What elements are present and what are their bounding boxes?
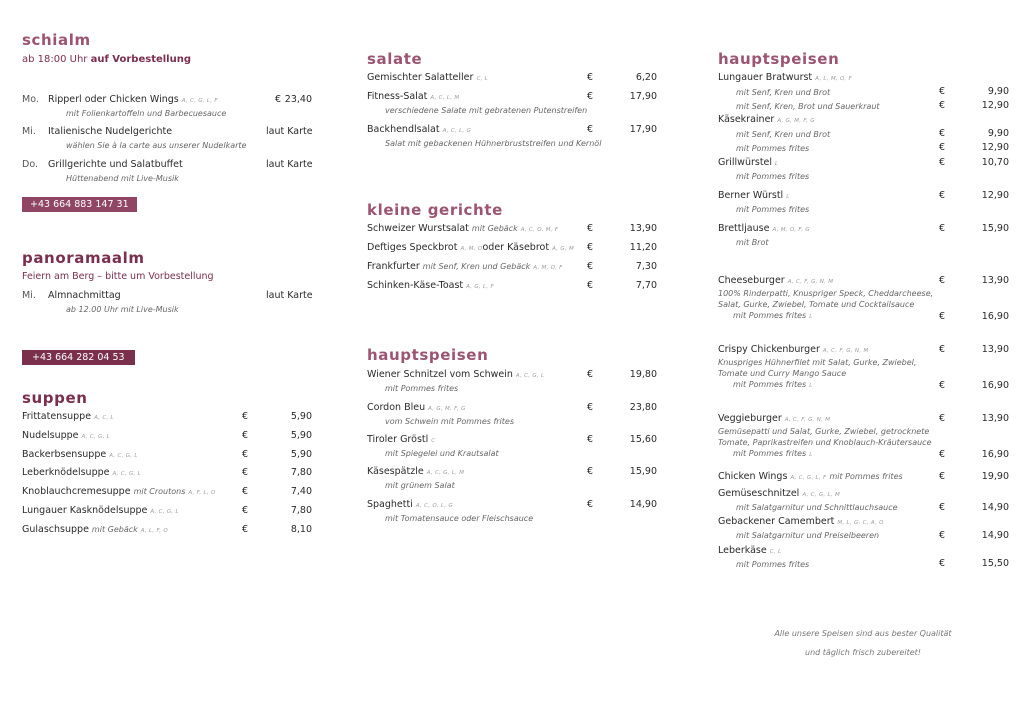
currency-symbol: € <box>939 157 946 168</box>
day-label: Mi. <box>22 290 36 301</box>
menu-item-name <box>718 157 778 168</box>
currency-symbol: € <box>939 449 946 460</box>
menu-item-description: mit Pommes frites <box>736 560 810 569</box>
allergen-codes: A, L, M, O, F <box>815 76 852 82</box>
price-amount: 13,90 <box>629 223 657 234</box>
price-amount: 15,60 <box>629 434 657 445</box>
allergen-codes: C, L <box>476 76 489 82</box>
currency-symbol: € <box>939 190 946 201</box>
currency-symbol: € <box>242 448 249 460</box>
menu-item-name <box>367 242 574 253</box>
price-amount: 15,90 <box>629 466 657 477</box>
menu-item-label: Lungauer Bratwurst <box>718 72 813 83</box>
menu-item-label: Käsekrainer <box>718 114 775 125</box>
menu-item-name <box>367 223 558 234</box>
menu-item-label: Nudelsuppe <box>22 429 79 441</box>
allergen-codes: C, L <box>769 549 782 555</box>
suppen-title: suppen <box>22 389 88 407</box>
menu-item-name <box>718 344 869 355</box>
menu-item-description: mit Folienkartoffeln und Barbecuesauce <box>66 109 227 118</box>
currency-symbol: € <box>242 523 249 535</box>
allergen-codes: A, C, G, L <box>150 509 179 515</box>
menu-item-label: Gulaschsuppe <box>22 523 89 535</box>
allergen-codes: A, C, G, L <box>112 471 142 478</box>
menu-item-name <box>367 369 544 380</box>
menu-item-description: mit Pommes frites <box>736 205 810 214</box>
menu-item-name <box>367 499 453 510</box>
allergen-codes: A, C, F, G, N, M <box>784 417 831 423</box>
menu-item-inline-note: mit Gebäck <box>91 524 138 534</box>
menu-item-name <box>718 488 840 499</box>
menu-item-name <box>367 261 563 272</box>
price-amount: 7,40 <box>290 486 312 498</box>
menu-item-label: Käsespätzle <box>367 466 424 477</box>
menu-item-name: Almnachmittag <box>48 290 121 301</box>
allergen-codes: A, F, L, O <box>188 490 216 497</box>
kleine-gerichte-title: kleine gerichte <box>367 201 503 219</box>
menu-item-description: mit Senf, Kren und Brot <box>736 88 831 97</box>
menu-item-description <box>733 449 813 458</box>
menu-item-description: wählen Sie à la carte aus unserer Nudelkarte <box>66 141 247 150</box>
menu-item-label: Wiener Schnitzel vom Schwein <box>367 369 513 380</box>
hauptspeisen-right-title: hauptspeisen <box>718 50 840 68</box>
menu-item-description <box>733 311 813 320</box>
panoramaalm-subtitle: Feiern am Berg – bitte um Vorbestellung <box>22 271 214 282</box>
menu-item-label: Veggieburger <box>718 413 782 424</box>
currency-symbol: € <box>939 380 946 391</box>
menu-item-description: 100% Rinderpatti, Knuspriger Speck, Cheddarcheese, <box>718 289 934 298</box>
allergen-codes: A, C, L <box>94 415 114 421</box>
menu-item-name <box>22 524 168 535</box>
menu-item-label: Brettljause <box>718 223 770 234</box>
price-amount: 5,90 <box>290 411 312 422</box>
menu-item-description: Tomate, Paprikastreifen und Knoblauch-Kräutersauce <box>718 438 932 447</box>
currency-symbol: € <box>587 499 594 510</box>
currency-symbol: € <box>939 128 946 139</box>
allergen-codes: A, G, M <box>552 246 575 252</box>
menu-item-inline-note: mit Gebäck <box>471 224 518 233</box>
price-amount: 15,90 <box>981 223 1009 234</box>
menu-item-description <box>733 380 813 389</box>
allergen-codes: A, C, G, L <box>515 373 545 379</box>
menu-item-name <box>718 471 903 482</box>
menu-item-label: Fitness-Salat <box>367 91 428 102</box>
price-amount: 14,90 <box>981 502 1009 513</box>
menu-item-name <box>367 72 488 83</box>
allergen-codes: L <box>809 452 813 458</box>
menu-item-inline-note: mit Senf, Kren und Gebäck <box>422 262 531 271</box>
menu-item-label: Spaghetti <box>367 499 413 510</box>
menu-item-description: mit Senf, Kren und Brot <box>736 130 831 139</box>
menu-item-tag: laut Karte <box>266 159 313 170</box>
currency-symbol: € <box>242 467 249 479</box>
price-amount: 12,90 <box>981 190 1009 201</box>
footer-note-line1: Alle unsere Speisen sind aus bester Qualität <box>774 629 952 638</box>
day-label: Do. <box>22 159 38 170</box>
allergen-codes: A, C, G, L <box>109 452 138 459</box>
currency-symbol: € <box>587 369 594 380</box>
price-amount: 5,90 <box>290 429 312 441</box>
side-dish: mit Pommes frites <box>733 311 807 320</box>
menu-item-name <box>367 280 494 291</box>
menu-item-label: Tiroler Gröstl <box>367 434 429 445</box>
price-amount: 13,90 <box>981 275 1009 286</box>
allergen-codes: A, C, L, G <box>442 128 472 134</box>
price-amount: 8,10 <box>290 523 312 535</box>
menu-item-description: mit Brot <box>736 238 769 247</box>
menu-item-description: mit grünem Salat <box>385 481 455 490</box>
menu-item-label: Cheeseburger <box>718 275 785 286</box>
menu-item-name <box>22 449 138 460</box>
price-amount: 19,90 <box>981 471 1009 482</box>
menu-item-label: Crispy Chickenburger <box>718 344 820 355</box>
allergen-codes: A, G, M, F, G <box>777 118 815 124</box>
allergen-codes: M, L, G, C, A, O <box>837 520 884 526</box>
price-amount: 12,90 <box>981 142 1009 153</box>
allergen-codes: A, C, G, L, M <box>426 470 465 476</box>
menu-item-name <box>367 402 466 413</box>
price-amount: 23,80 <box>629 402 657 413</box>
menu-item-description: Knuspriges Hühnerfilet mit Salat, Gurke, Zwiebel, <box>718 358 917 367</box>
allergen-codes: L <box>809 314 813 320</box>
schialm-subtitle: ab 18:00 Uhr auf Vorbestellung <box>22 54 192 65</box>
currency-symbol: € <box>939 471 946 482</box>
panoramaalm-phone[interactable]: +43 664 282 04 53 <box>22 350 135 365</box>
price-amount: 17,90 <box>629 124 657 135</box>
menu-item-label: Frittatensuppe <box>22 411 92 422</box>
menu-item-label: Chicken Wings <box>718 471 788 482</box>
footer-note-line2: und täglich frisch zubereitet! <box>805 648 921 657</box>
side-dish: mit Pommes frites <box>733 380 807 389</box>
currency-symbol: € <box>587 261 594 272</box>
price-amount: 19,80 <box>629 369 657 380</box>
menu-item-description: Hüttenabend mit Live-Musik <box>66 174 179 183</box>
price-amount: 16,90 <box>981 449 1009 460</box>
side-dish: mit Pommes frites <box>733 449 807 458</box>
menu-item-name <box>367 124 471 135</box>
menu-item-name <box>367 91 459 102</box>
menu-item-description: Gemüsepatti und Salat, Gurke, Zwiebel, getrocknete <box>718 427 930 436</box>
menu-item-description: mit Pommes frites <box>736 144 810 153</box>
currency-symbol: € <box>587 434 594 445</box>
day-label: Mi. <box>22 126 36 137</box>
currency-symbol: € <box>939 558 946 569</box>
allergen-codes: A, C, O, L, G <box>415 503 453 509</box>
menu-item-description: verschiedene Salate mit gebratenen Putenstreifen <box>385 106 588 115</box>
menu-item-description: mit Senf, Kren, Brot und Sauerkraut <box>736 102 880 111</box>
menu-item-description: mit Salatgarnitur und Preiselbeeren <box>736 531 880 540</box>
menu-item-name <box>718 72 852 83</box>
currency-symbol: € <box>587 223 594 234</box>
menu-item-name <box>718 275 833 286</box>
menu-item-name <box>718 114 815 125</box>
allergen-codes: A, C, G, L, M <box>802 492 840 498</box>
currency-symbol: € <box>939 100 946 111</box>
price-amount: 9,90 <box>987 128 1009 139</box>
menu-item-label: Deftiges Speckbrot <box>367 242 458 253</box>
menu-item-alternative: oder Käsebrot <box>482 242 550 253</box>
currency-symbol: € <box>939 311 946 322</box>
currency-symbol: € <box>939 530 946 541</box>
schialm-phone[interactable]: +43 664 883 147 31 <box>22 197 137 212</box>
currency-symbol: € <box>587 91 594 102</box>
menu-item-label: Grillwürstel <box>718 157 773 168</box>
allergen-codes: A, C, F, G, N, M <box>822 348 869 354</box>
menu-item-description: Tomate und Curry Mango Sauce <box>718 369 847 378</box>
allergen-codes: A, C, L, M <box>430 95 460 101</box>
currency-symbol: € <box>242 505 249 516</box>
currency-symbol: € <box>242 411 249 422</box>
price-amount: 12,90 <box>981 100 1009 111</box>
menu-item-label: Backhendlsalat <box>367 124 440 135</box>
menu-item-label: Backerbsensuppe <box>22 448 107 460</box>
menu-item-name: Italienische Nudelgerichte <box>48 126 173 137</box>
menu-item-description: vom Schwein mit Pommes frites <box>385 417 514 426</box>
menu-item-label: Gebackener Camembert <box>718 516 835 527</box>
menu-item-name: Grillgerichte und Salatbuffet <box>48 159 183 170</box>
panoramaalm-title: panoramaalm <box>22 249 145 267</box>
allergen-codes: L <box>786 194 790 200</box>
currency-symbol: € <box>939 502 946 513</box>
schialm-title: schialm <box>22 31 91 49</box>
allergen-codes: L <box>809 383 813 389</box>
menu-item-name <box>22 411 114 422</box>
allergen-codes: A, G, M, F, G <box>428 406 466 412</box>
price-amount: 16,90 <box>981 311 1009 322</box>
menu-item-name: Ripperl oder Chicken Wings A, C, G, L, F <box>48 94 218 105</box>
currency-symbol: € <box>587 466 594 477</box>
menu-item-label: Cordon Bleu <box>367 402 426 413</box>
menu-item-label: Schinken-Käse-Toast <box>367 280 464 291</box>
price-amount: 7,80 <box>290 505 312 516</box>
menu-item-name <box>22 505 179 516</box>
menu-item-name <box>718 190 790 201</box>
menu-item-description: mit Pommes frites <box>736 172 810 181</box>
price-amount: 14,90 <box>981 530 1009 541</box>
menu-item-label: Leberkäse <box>718 545 767 556</box>
price-amount: 17,90 <box>629 91 657 102</box>
currency-symbol: € <box>939 413 946 424</box>
menu-item-description: mit Pommes frites <box>385 384 459 393</box>
price-amount: 7,30 <box>635 261 657 272</box>
allergen-codes: C <box>431 438 436 444</box>
menu-item-label: Gemüseschnitzel <box>718 488 800 499</box>
allergen-codes: A, L, F, O <box>140 527 168 534</box>
allergen-codes: A, M, O, F <box>533 265 563 271</box>
allergen-codes: A, G, L, F <box>466 284 494 290</box>
menu-item-label: Leberknödelsuppe <box>22 467 110 479</box>
menu-item-name <box>22 430 110 441</box>
price-amount: 9,90 <box>987 86 1009 97</box>
allergen-codes: A, C, G, L <box>81 433 111 440</box>
menu-item-label: Knoblauchcremesuppe <box>22 486 131 498</box>
price-amount: 7,70 <box>635 280 657 291</box>
price-amount: 14,90 <box>629 499 657 510</box>
price-amount: 7,80 <box>290 467 312 479</box>
menu-item-name <box>367 466 464 477</box>
currency-symbol: € <box>939 344 946 355</box>
menu-item-description: mit Tomatensauce oder Fleischsauce <box>385 514 534 523</box>
price-amount: 6,20 <box>635 72 657 83</box>
allergen-codes: L <box>775 161 779 167</box>
menu-item-inline-note: mit Croutons <box>133 487 186 497</box>
menu-item-name <box>718 516 884 527</box>
menu-item-label: Gemischter Salatteller <box>367 72 474 83</box>
hauptspeisen-mid-title: hauptspeisen <box>367 346 489 364</box>
price-amount: 5,90 <box>290 448 312 460</box>
menu-item-description: Salat mit gebackenen Hühnerbruststreifen und Kernöl <box>385 139 602 148</box>
menu-item-name <box>718 545 781 556</box>
currency-symbol: € <box>587 72 594 83</box>
allergen-codes: A, M, O, F, G <box>772 227 810 233</box>
menu-item-tag: laut Karte <box>266 290 313 301</box>
menu-item-label: Berner Würstl <box>718 190 784 201</box>
menu-item-label: Lungauer Kasknödelsuppe <box>22 505 148 516</box>
menu-item-description: ab 12.00 Uhr mit Live-Musik <box>66 305 179 314</box>
currency-symbol: € <box>587 402 594 413</box>
menu-item-description: Salat, Gurke, Zwiebel, Tomate und Cocktailsauce <box>718 300 915 309</box>
menu-item-name <box>367 434 435 445</box>
menu-item-name <box>718 223 810 234</box>
allergen-codes: A, C, G, L, F <box>790 475 827 481</box>
menu-item-label: Schweizer Wurstsalat <box>367 223 469 234</box>
price-amount: 11,20 <box>629 242 657 253</box>
allergen-codes: A, C, O, M, F <box>520 227 559 233</box>
price-amount: 13,90 <box>981 344 1009 355</box>
currency-symbol: € <box>939 86 946 97</box>
currency-symbol: € <box>939 275 946 286</box>
allergen-codes: A, C, F, G, N, M <box>787 279 834 285</box>
currency-symbol: € <box>587 280 594 291</box>
menu-item-description: mit Salatgarnitur und Schnittlauchsauce <box>736 503 898 512</box>
currency-symbol: € <box>242 429 249 441</box>
price-amount: 10,70 <box>981 157 1009 168</box>
menu-item-description: mit Spiegelei und Krautsalat <box>385 449 499 458</box>
menu-item-name <box>22 486 216 497</box>
menu-item-name <box>718 413 830 424</box>
currency-symbol: € <box>587 242 594 253</box>
day-label: Mo. <box>22 94 39 105</box>
price-amount: 15,50 <box>981 558 1009 569</box>
price-amount: 16,90 <box>981 380 1009 391</box>
price-amount: 13,90 <box>981 413 1009 424</box>
currency-symbol: € <box>587 124 594 135</box>
currency-symbol: € <box>939 223 946 234</box>
menu-item-tag: laut Karte <box>266 126 313 137</box>
menu-item-inline-note: mit Pommes frites <box>829 472 903 481</box>
currency-symbol: € <box>242 486 249 498</box>
menu-item-label: Frankfurter <box>367 261 420 272</box>
currency-symbol: € <box>939 142 946 153</box>
allergen-codes: A, M, O <box>460 246 483 252</box>
menu-item-name <box>22 467 141 478</box>
salate-title: salate <box>367 50 423 68</box>
